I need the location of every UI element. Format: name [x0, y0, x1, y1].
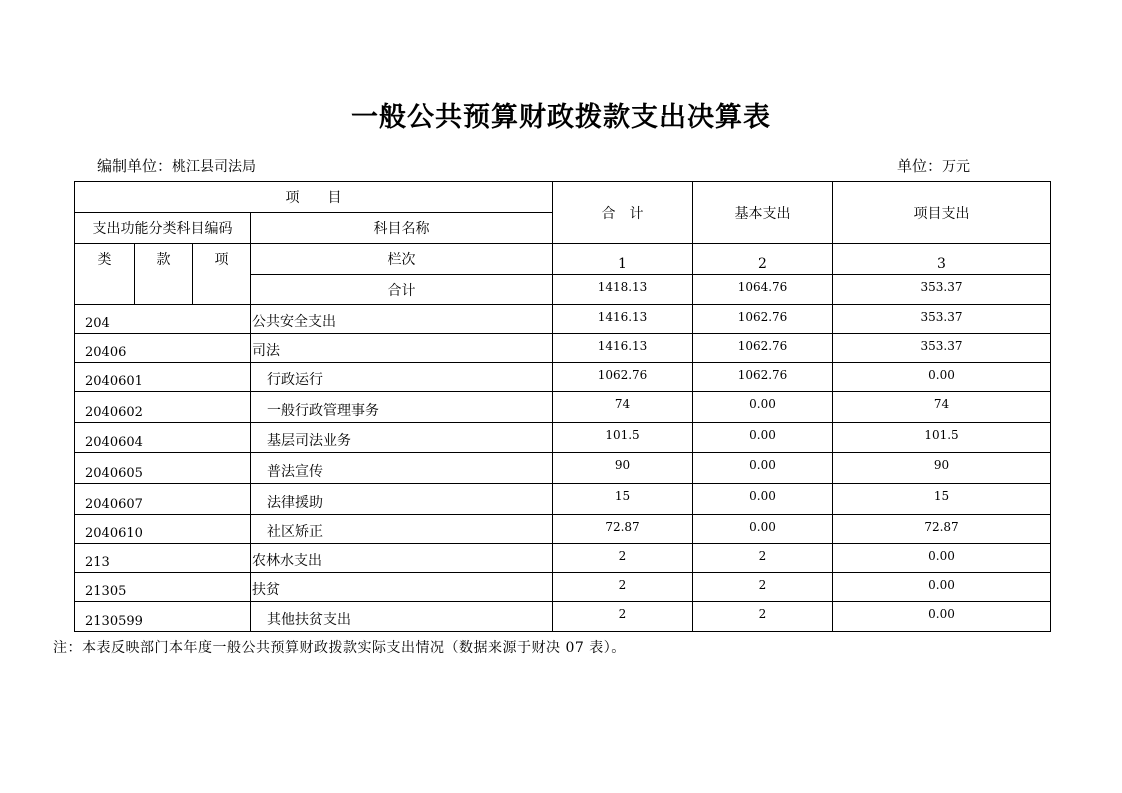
table-row	[75, 484, 1051, 515]
row-project: 101.5	[833, 423, 1051, 453]
compiling-unit	[97, 155, 256, 176]
grand-total-label: 合计	[251, 275, 553, 305]
table-row	[75, 573, 1051, 602]
row-code: 20406	[75, 334, 251, 363]
table-row	[75, 453, 1051, 484]
basic-expenditure-header: 基本支出	[693, 182, 833, 244]
header-row-1	[75, 182, 1051, 213]
expenditure-table	[74, 181, 1051, 632]
column-index-row	[75, 244, 1051, 275]
row-code: 21305	[75, 573, 251, 602]
row-project: 74	[833, 392, 1051, 423]
row-project: 353.37	[833, 334, 1051, 363]
unit-value: 万元	[942, 159, 971, 175]
row-name: 农林水支出	[251, 544, 553, 573]
table-row	[75, 334, 1051, 363]
row-basic: 2	[693, 602, 833, 632]
row-total: 2	[553, 573, 693, 602]
unit-label: 单位：	[897, 157, 943, 175]
grand-total-project: 353.37	[833, 275, 1051, 305]
table-row	[75, 363, 1051, 392]
row-name: 其他扶贫支出	[251, 602, 553, 632]
row-project: 0.00	[833, 363, 1051, 392]
row-code: 2130599	[75, 602, 251, 632]
row-name: 社区矫正	[251, 515, 553, 544]
table-row	[75, 544, 1051, 573]
table-row	[75, 602, 1051, 632]
compiling-unit-name: 桃江县司法局	[172, 159, 257, 175]
column-label: 栏次	[251, 244, 553, 275]
row-total: 101.5	[553, 423, 693, 453]
kuan-header: 款	[135, 244, 193, 305]
row-name: 法律援助	[251, 484, 553, 515]
row-project: 0.00	[833, 602, 1051, 632]
row-code: 2040601	[75, 363, 251, 392]
compiling-unit-label: 编制单位：	[97, 157, 173, 175]
row-code: 2040602	[75, 392, 251, 423]
row-project: 0.00	[833, 573, 1051, 602]
project-expenditure-header: 项目支出	[833, 182, 1051, 244]
table-row	[75, 515, 1051, 544]
row-basic: 0.00	[693, 484, 833, 515]
column-index-3: 3	[833, 244, 1051, 275]
row-code: 213	[75, 544, 251, 573]
row-basic: 0.00	[693, 453, 833, 484]
table-row	[75, 392, 1051, 423]
row-total: 74	[553, 392, 693, 423]
row-name: 公共安全支出	[251, 305, 553, 334]
row-basic: 1062.76	[693, 363, 833, 392]
row-name: 司法	[251, 334, 553, 363]
row-basic: 0.00	[693, 515, 833, 544]
row-code: 204	[75, 305, 251, 334]
column-index-1: 1	[553, 244, 693, 275]
row-name: 一般行政管理事务	[251, 392, 553, 423]
row-total: 2	[553, 602, 693, 632]
row-project: 353.37	[833, 305, 1051, 334]
row-basic: 1062.76	[693, 305, 833, 334]
row-total: 1416.13	[553, 334, 693, 363]
row-project: 90	[833, 453, 1051, 484]
column-index-2: 2	[693, 244, 833, 275]
xiang-header: 项	[193, 244, 251, 305]
row-project: 72.87	[833, 515, 1051, 544]
row-basic: 2	[693, 573, 833, 602]
total-header: 合 计	[553, 182, 693, 244]
row-basic: 0.00	[693, 392, 833, 423]
name-header: 科目名称	[251, 213, 553, 244]
row-name: 行政运行	[251, 363, 553, 392]
code-header: 支出功能分类科目编码	[75, 213, 251, 244]
row-total: 72.87	[553, 515, 693, 544]
row-total: 15	[553, 484, 693, 515]
row-code: 2040604	[75, 423, 251, 453]
row-name: 基层司法业务	[251, 423, 553, 453]
grand-total-basic: 1064.76	[693, 275, 833, 305]
item-header: 项 目	[75, 182, 553, 213]
row-total: 1416.13	[553, 305, 693, 334]
table-row	[75, 305, 1051, 334]
row-name: 扶贫	[251, 573, 553, 602]
grand-total-amount: 1418.13	[553, 275, 693, 305]
row-code: 2040605	[75, 453, 251, 484]
row-code: 2040607	[75, 484, 251, 515]
row-basic: 0.00	[693, 423, 833, 453]
table-row	[75, 423, 1051, 453]
row-code: 2040610	[75, 515, 251, 544]
row-total: 1062.76	[553, 363, 693, 392]
row-name: 普法宣传	[251, 453, 553, 484]
footnote: 注：本表反映部门本年度一般公共预算财政拨款实际支出情况（数据来源于财决 07 表）。	[53, 640, 626, 656]
page-title: 一般公共预算财政拨款支出决算表	[351, 102, 771, 133]
unit-info	[897, 155, 970, 176]
row-total: 2	[553, 544, 693, 573]
row-project: 15	[833, 484, 1051, 515]
row-basic: 1062.76	[693, 334, 833, 363]
row-project: 0.00	[833, 544, 1051, 573]
row-basic: 2	[693, 544, 833, 573]
row-total: 90	[553, 453, 693, 484]
lei-header: 类	[75, 244, 135, 305]
